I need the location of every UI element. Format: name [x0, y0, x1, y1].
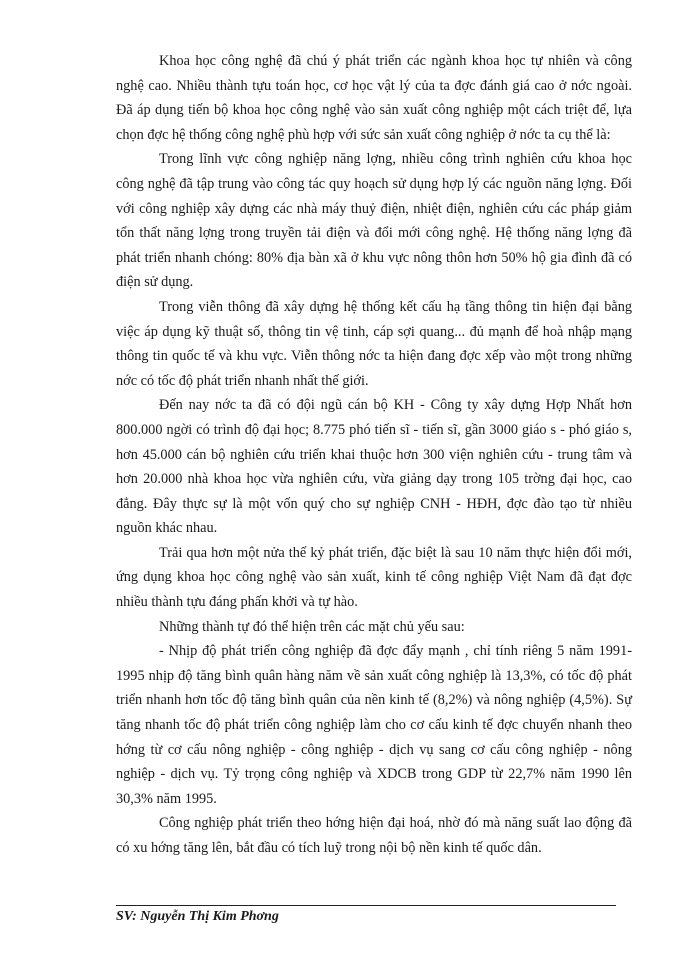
- paragraph-2: Trong lĩnh vực công nghiệp năng lợng, nhiều công trình nghiên cứu khoa học công nghệ đã tập trung vào công tác quy hoạch sử dụng hợp lý các nguồn năng lợng. Đối với công nghiệp xây dựng các nhà máy thuỷ điện, nhiệt điện, nghiên cứu các pháp giảm tổn thất năng lợng trong truyền tải điện và đổi mới công nghệ. Hệ thống năng lợng đã phát triển nhanh chóng: 80% địa bàn xã ở khu vực nông thôn hơn 50% hộ gia đình đã có điện sử dụng.: [116, 151, 632, 291]
- paragraph-3: Trong viễn thông đã xây dựng hệ thống kết cấu hạ tầng thông tin hiện đại bằng việc áp dụng kỹ thuật số, thông tin vệ tinh, cáp sợi quang... đủ mạnh để hoà nhập mạng thông tin quốc tế và khu vực. Viễn thông nớc ta hiện đang đợc xếp vào một trong những nớc có tốc độ phát triển nhanh nhất thế giới.: [116, 298, 632, 389]
- paragraph-1: Khoa học công nghệ đã chú ý phát triển các ngành khoa học tự nhiên và công nghệ cao. Nhiều thành tựu toán học, cơ học vật lý của ta đợc đánh giá cao ở nớc ngoài. Đã áp dụng tiến bộ khoa học công nghệ vào sản xuất công nghiệp một cách triệt để, lựa chọn đợc hệ thống công nghệ phù hợp với sức sản xuất công nghiệp ở nớc ta cụ thể là:: [116, 53, 632, 143]
- footer-author: SV: Nguyễn Thị Kim Phơng: [116, 909, 279, 923]
- footer-divider: [116, 905, 616, 906]
- paragraph-7: - Nhịp độ phát triển công nghiệp đã đợc đẩy mạnh , chỉ tính riêng 5 năm 1991-1995 nhịp độ tăng bình quân hàng năm về sản xuất công nghiệp là 13,3%, có tốc độ phát triển nhanh hơn tốc độ tăng bình quân của nền kinh tế (8,2%) và nông nghiệp (4,5%). Sự tăng nhanh tốc độ phát triển công nghiệp làm cho cơ cấu kinh tế đợc chuyển nhanh theo hớng từ cơ cấu nông nghiệp - công nghiệp - dịch vụ sang cơ cấu công nghiệp - nông nghiệp - dịch vụ. Tỷ trọng công nghiệp và XDCB trong GDP từ 22,7% năm 1990 lên 30,3% năm 1995.: [116, 643, 632, 807]
- paragraph-4: Đến nay nớc ta đã có đội ngũ cán bộ KH - Công ty xây dựng Hợp Nhất hơn 800.000 ngời có trình độ đại học; 8.775 phó tiến sĩ - tiến sĩ, gần 3000 giáo s - phó giáo s, hơn 45.000 cán bộ nghiên cứu triển khai thuộc hơn 300 viện nghiên cứu - trung tâm và hơn 20.000 nhà khoa học vừa nghiên cứu, vừa giảng dạy trong 105 trờng đại học, cao đẳng. Đây thực sự là một vốn quý cho sự nghiệp CNH - HĐH, đợc đào tạo từ nhiều nguồn khác nhau.: [116, 397, 632, 537]
- paragraph-6: Những thành tự đó thể hiện trên các mặt chủ yếu sau:: [159, 618, 465, 635]
- document-body: [116, 49, 632, 861]
- paragraph-8: Công nghiệp phát triển theo hớng hiện đại hoá, nhờ đó mà năng suất lao động đã có xu hớng tăng lên, bắt đầu có tích luỹ trong nội bộ nền kinh tế quốc dân.: [116, 815, 632, 856]
- paragraph-5: Trải qua hơn một nửa thế kỷ phát triển, đặc biệt là sau 10 năm thực hiện đổi mới, ứng dụng khoa học công nghệ vào sản xuất, kinh tế công nghiệp Việt Nam đã đạt đợc nhiều thành tựu đáng phấn khởi và tự hào.: [116, 544, 632, 611]
